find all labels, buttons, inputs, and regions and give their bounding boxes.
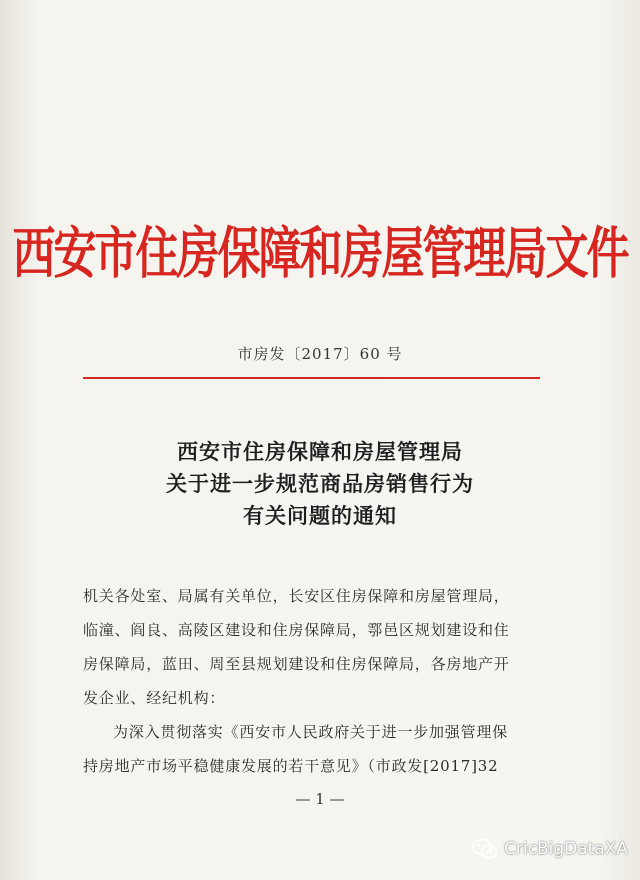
document-header-title: 西安市住房保障和房屋管理局文件: [12, 221, 628, 287]
body-line: 临潼、阎良、高陵区建设和住房保障局，鄠邑区规划建设和住: [83, 621, 510, 639]
document-number: 市房发〔2017〕60 号: [237, 345, 403, 363]
watermark-text: CricBigDataXA: [504, 839, 628, 859]
red-divider-line: [83, 377, 540, 379]
page-number: — 1 —: [295, 790, 345, 808]
body-line: 持房地产市场平稳健康发展的若干意见》（市政发[2017]32: [83, 757, 499, 775]
wechat-icon: [472, 838, 498, 860]
watermark: [472, 838, 628, 860]
body-line: 为深入贯彻落实《西安市人民政府关于进一步加强管理保: [113, 723, 509, 741]
notice-title-line: 关于进一步规范商品房销售行为: [166, 471, 474, 496]
notice-title: [0, 436, 640, 532]
notice-body: [83, 579, 543, 783]
body-line: 发企业、经纪机构：: [83, 689, 226, 707]
body-line: 机关各处室、局属有关单位，长安区住房保障和房屋管理局，: [83, 587, 510, 605]
notice-title-line: 西安市住房保障和房屋管理局: [177, 439, 463, 464]
notice-title-line: 有关问题的通知: [243, 503, 397, 528]
body-line: 房保障局，蓝田、周至县规划建设和住房保障局，各房地产开: [83, 655, 510, 673]
